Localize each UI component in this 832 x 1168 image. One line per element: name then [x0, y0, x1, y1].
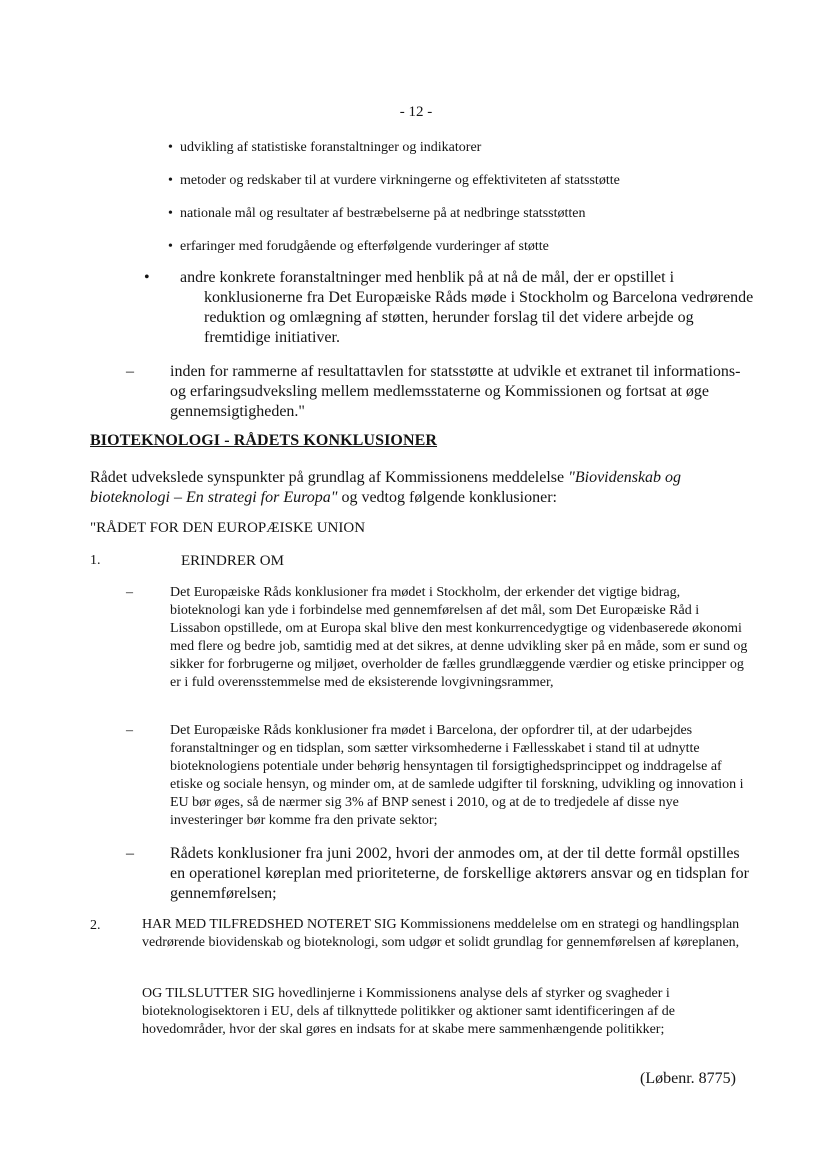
- dash-symbol: –: [126, 363, 134, 380]
- item-number: 1.: [90, 553, 101, 568]
- item-text: OG TILSLUTTER SIG hovedlinjerne i Kommissionens analyse dels af styrker og svagheder i bioteknologisektoren i EU, dels af tilknyttede politikker og aktioner samt identificeringen af de hovedområder, hvor der skal gøres en indsats for at skabe mere sammenhængende politikker;: [142, 986, 676, 1037]
- footer-reference: (Løbenr. 8775): [640, 1070, 736, 1087]
- publication-title: "Biovidenskab og bioteknologi – En strategi for Europa": [90, 469, 682, 506]
- bullet-item: • andre konkrete foranstaltninger med henblik på at nå de mål, der er opstillet i konklusionerne fra Det Europæiske Råds møde i Stockholm og Barcelona vedrørende reduktion og omlægning af støtten, herunder forslag til det videre arbejde og fremtidige initiativer.: [168, 268, 758, 348]
- page-number: - 12 -: [399, 104, 433, 120]
- item-number: 2.: [90, 918, 101, 933]
- dash-item: [90, 844, 750, 904]
- dash-text: inden for rammerne af resultattavlen for statsstøtte at udvikle et extranet til informations- og erfaringsudveksling mellem medlemsstaterne og Kommissionen og fortsat at øge gennemsigtigheden.": [170, 363, 741, 420]
- dash-symbol: –: [126, 845, 134, 862]
- item-text: HAR MED TILFREDSHED NOTERET SIG Kommissionens meddelelse om en strategi og handlingsplan vedrørende biovidenskab og bioteknologi, som udgør et solidt grundlag for gennemførelsen af køreplanen,: [142, 917, 740, 950]
- intro-text: og vedtog følgende konklusioner:: [337, 489, 557, 506]
- bullet-list: [168, 138, 758, 362]
- bullet-item: • metoder og redskaber til at vurdere virkningerne og effektiviteten af statsstøtte: [168, 171, 758, 190]
- intro-text: Rådet udvekslede synspunkter på grundlag af Kommissionens meddelelse: [90, 469, 569, 486]
- bullet-item: • erfaringer med forudgående og efterfølgende vurderinger af støtte: [168, 237, 758, 256]
- dash-item: [90, 584, 750, 692]
- bullet-item: • udvikling af statistiske foranstaltninger og indikatorer: [168, 138, 758, 157]
- dash-item: [90, 722, 750, 830]
- dash-symbol: –: [126, 585, 133, 600]
- dash-symbol: –: [126, 723, 133, 738]
- dash-text: Det Europæiske Råds konklusioner fra mødet i Stockholm, der erkender det vigtige bidrag, bioteknologi kan yde i forbindelse med gennemførelsen af det mål, som Det Europæiske Råd i Lissabon opstillede, om at Europa skal blive den mest konkurrencedygtige og videnbaserede økonomi med flere og bedre job, samtidig med at det sikres, at denne udvikling sker på en måde, som er sund og sikker for forbrugerne og miljøet, overholder de fælles grundlæggende værdier og etiske principper og er i fuld overensstemmelse med de eksisterende lovgivningsrammer,: [170, 585, 748, 690]
- bullet-item: • nationale mål og resultater af bestræbelserne på at nedbringe statsstøtten: [168, 204, 758, 223]
- dash-item: [90, 362, 750, 422]
- section-heading: BIOTEKNOLOGI - RÅDETS KONKLUSIONER: [90, 432, 438, 449]
- intro-paragraph: [90, 468, 750, 508]
- item-label: ERINDRER OM: [181, 553, 284, 569]
- dash-text: Rådets konklusioner fra juni 2002, hvori der anmodes om, at der til dette formål opstilles en operationel køreplan med prioriteterne, de forskellige aktørers ansvar og en tidsplan for gennemførelsen;: [170, 845, 749, 902]
- council-title: "RÅDET FOR DEN EUROPÆISKE UNION: [90, 520, 366, 536]
- dash-text: Det Europæiske Råds konklusioner fra mødet i Barcelona, der opfordrer til, at der udarbejdes foranstaltninger og en tidsplan, som sætter virksomhederne i Fællesskabet i stand til at udnytte bioteknologiens potentiale under behørig hensyntagen til forsigtighedsprincippet og inddragelse af etiske og sociale hensyn, og minder om, at de samlede udgifter til forskning, udvikling og innovation i EU bør øges, så de nærmer sig 3% af BNP senest i 2010, og at de to tredjedele af disse nye investeringer bør komme fra den private sektor;: [170, 723, 744, 828]
